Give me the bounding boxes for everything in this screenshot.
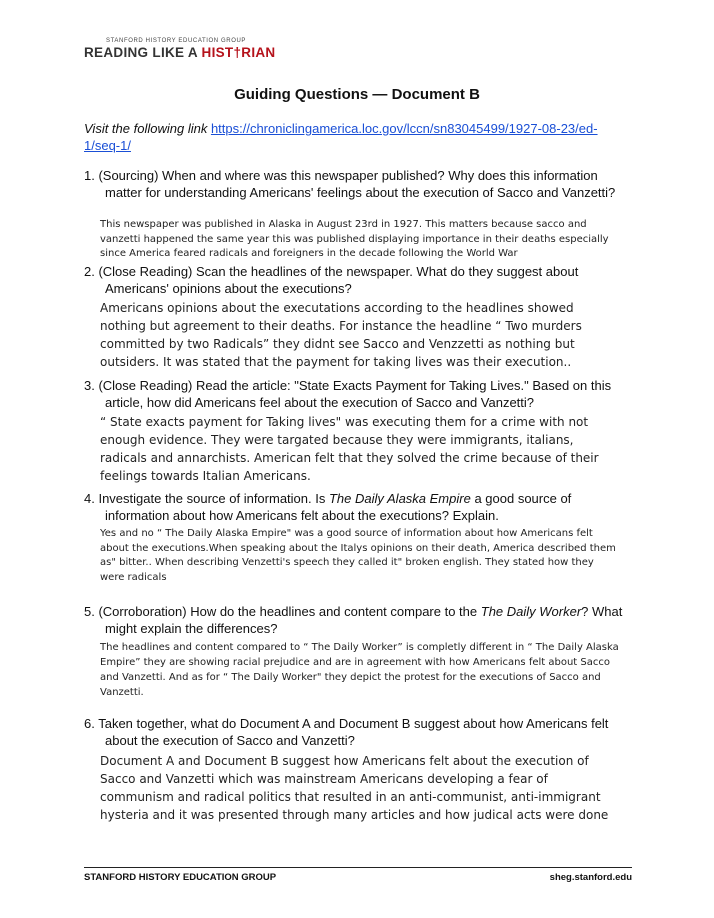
question-4: 4. Investigate the source of information. Is The Daily Alaska Empire a good source of information about how Americans felt about the executions? Explain. — [84, 491, 572, 523]
logo-tagline: STANFORD HISTORY EDUCATION GROUP — [106, 38, 246, 44]
logo-quill-icon: † — [233, 45, 242, 60]
page-title: Guiding Questions — Document B — [234, 86, 480, 103]
answer-2: Americans opinions about the executations according to the headlines showed nothing but agreement to their deaths. For instance the headline “ Two murders committed by two Radicals” they didnt see Sacco and Venzzetti as nothing but outsiders. It was stated that the payment for taking lives was their execution.. — [100, 301, 582, 369]
intro-text: Visit the following link — [84, 121, 211, 136]
footer-url: sheg.stanford.edu — [549, 872, 632, 883]
sheg-logo — [84, 38, 275, 60]
answer-6: Document A and Document B suggest how Americans felt about the execution of Sacco and Vanzetti which was mainstream Americans developing a fear of communism and radical politics that resulted in an anti-communist, anti-immigrant hysteria and it was presented through many articles and how judical acts were done — [100, 754, 609, 822]
answer-1: This newspaper was published in Alaska in August 23rd in 1927. This matters because sacco and vanzetti happened the same year this was published displaying importance in their deaths especially since America feared radicals and foreigners in the decade following the World War — [100, 219, 609, 259]
intro-paragraph — [84, 120, 624, 154]
question-3: 3. (Close Reading) Read the article: "State Exacts Payment for Taking Lives." Based on this article, how did Americans feel about the execution of Sacco and Vanzetti? — [84, 378, 612, 410]
logo-wordmark: READING LIKE A HIST†RIAN — [84, 45, 276, 60]
question-1: 1. (Sourcing) When and where was this newspaper published? Why does this information matter for understanding Americans' feelings about the execution of Sacco and Vanzetti? — [84, 168, 616, 200]
source-link[interactable]: https://chroniclingamerica.loc.gov/lccn/sn83045499/1927-08-23/ed-1/seq-1/ — [84, 121, 598, 153]
question-5: 5. (Corroboration) How do the headlines and content compare to the The Daily Worker? What might explain the differences? — [84, 604, 623, 636]
question-6: 6. Taken together, what do Document A and Document B suggest about how Americans felt about the execution of Sacco and Vanzetti? — [84, 716, 609, 748]
answer-5: The headlines and content compared to “ The Daily Worker” is completly different in “ The Daily Alaska Empire” they are showing racial prejudice and are in agreement with how Americans felt about Sacco and Vanzetti. And as for “ The Daily Worker" they depict the protest for the executions of Sacco and Vanzetti. — [100, 642, 619, 698]
footer-divider — [84, 867, 632, 868]
answer-4: Yes and no “ The Daily Alaska Empire" was a good source of information about how Americans felt about the executions.When speaking about the Italys opinions on their death, America described them as" bitter.. When describing Venzetti's speech they called it" broken english. They stated how they were radicals — [100, 528, 616, 583]
question-2: 2. (Close Reading) Scan the headlines of the newspaper. What do they suggest about Americans' opinions about the executions? — [84, 264, 579, 296]
answer-3: “ State exacts payment for Taking lives" was executing them for a crime with not enough evidence. They were targated because they were immigrants, italians, radicals and annarchists. American felt that they solved the crime because of their feelings towards Italian Americans. — [100, 415, 599, 483]
footer-org: STANFORD HISTORY EDUCATION GROUP — [84, 872, 277, 883]
